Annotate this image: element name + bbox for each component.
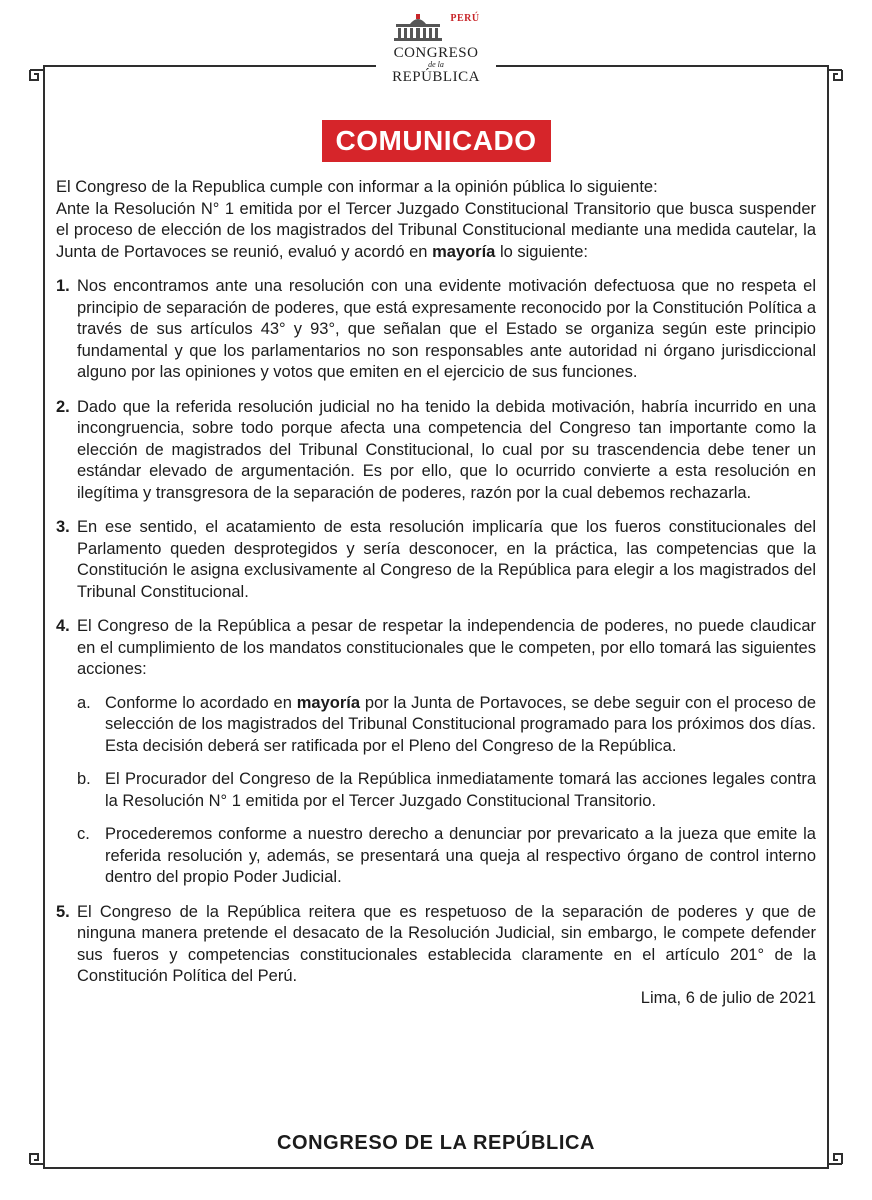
signature: CONGRESO DE LA REPÚBLICA <box>276 1132 596 1154</box>
logo-country: PERÚ <box>450 13 480 24</box>
statement-body <box>56 177 816 1009</box>
list-item <box>56 902 816 988</box>
sub-item <box>77 693 816 758</box>
congress-logo <box>380 14 492 112</box>
list-text: El Congreso de la República reitera que es respetuoso de la separación de poderes y que de ninguna manera pretende el desacato de la Resolución Judicial, sin embargo, le compete defender sus fueros y competencias constitucionales establecida claramente en el artículo 201° de la Constitución Política del Perú. <box>77 902 816 985</box>
list-item <box>56 616 816 681</box>
sub-list <box>56 693 816 889</box>
header <box>0 0 872 162</box>
list-text: El Congreso de la República a pesar de respetar la independencia de poderes, no puede claudicar en el cumplimiento de los mandatos constitucionales que le competen, por ello tomará las siguientes acciones: <box>77 617 816 678</box>
sub-item <box>77 824 816 889</box>
sub-letter: b. <box>77 770 91 788</box>
lead-text: Ante la Resolución N° 1 emitida por el Tercer Juzgado Constitucional Transitorio que busca suspender el proceso de elección de los magistrados del Tribunal Constitucional mediante una medida cautelar, la Junta de Portavoces se reunió, evaluó y acordó en <box>56 199 816 261</box>
sub-text-start: Conforme lo acordado en <box>105 693 297 712</box>
congress-building-icon <box>392 14 444 42</box>
list-item <box>56 276 816 384</box>
list-text: En ese sentido, el acatamiento de esta resolución implicaría que los fueros constitucionales del Parlamento queden desprotegidos y sería desconocer, en la práctica, las competencias que la Constitución le asigna exclusivamente al Congreso de la República para elegir a los magistrados del Tribunal Constitucional. <box>77 518 816 601</box>
sub-letter: c. <box>77 825 90 843</box>
lead-text-end: lo siguiente: <box>495 242 589 261</box>
list-text: Nos encontramos ante una resolución con una evidente motivación defectuosa que no respeta el principio de separación de poderes, que está expresamente reconocido por la Constitución Política a través de sus artículos 43° y 93°, que señalan que el Estado se organiza según este principio fundamental y que los parlamentarios no son responsables ante autoridad ni órgano jurisdiccional alguno por las opiniones y votos que emiten en el ejercicio de sus funciones. <box>77 277 816 381</box>
logo-line-3: REPÚBLICA <box>392 69 480 85</box>
intro-line: El Congreso de la Republica cumple con informar a la opinión pública lo siguiente: <box>56 178 658 196</box>
lead-paragraph <box>56 199 816 264</box>
list-number: 5. <box>56 902 70 921</box>
list-number: 1. <box>56 277 70 295</box>
sub-text: Procederemos conforme a nuestro derecho a denunciar por prevaricato a la jueza que emite la referida resolución y, además, se presentará una queja al respectivo órgano de control interno dentro del propio Poder Judicial. <box>105 825 816 886</box>
sub-text: El Procurador del Congreso de la República inmediatamente tomará las acciones legales contra la Resolución N° 1 emitida por el Tercer Juzgado Constitucional Transitorio. <box>105 770 816 810</box>
lead-bold: mayoría <box>432 242 496 261</box>
list-number: 4. <box>56 617 70 635</box>
title-banner: COMUNICADO <box>322 120 551 162</box>
sub-text-bold: mayoría <box>296 693 361 712</box>
place-date: Lima, 6 de julio de 2021 <box>640 988 816 1007</box>
sub-letter: a. <box>77 693 91 712</box>
sub-text <box>105 693 816 758</box>
list-number: 2. <box>56 397 70 416</box>
list-number: 3. <box>56 518 70 536</box>
sub-item <box>77 769 816 812</box>
logo-top <box>392 14 479 42</box>
list-item <box>56 397 816 505</box>
logo-line-1: CONGRESO <box>393 45 479 61</box>
sub-text-end: por la Junta de Portavoces, se debe seguir con el proceso de selección de los magistrados del Tribunal Constitucional programado para los próximos dos días. Esta decisión deberá ser ratificada por el Pleno del Congreso de la República. <box>105 693 816 755</box>
list-text: Dado que la referida resolución judicial no ha tenido la debida motivación, habría incurrido en una incongruencia, sobre todo porque afecta una competencia del Congreso tan importante como la elección de magistrados del Tribunal Constitucional, lo cual por su trascendencia debe tener un estándar elevado de argumentación. Es por ello, que lo ocurrido convierte a esta resolución en ilegítima y transgresora de la separación de poderes, razón por la cual debemos rechazarla. <box>77 397 816 502</box>
list-item <box>56 517 816 603</box>
logo-line-2: de la <box>428 60 444 69</box>
